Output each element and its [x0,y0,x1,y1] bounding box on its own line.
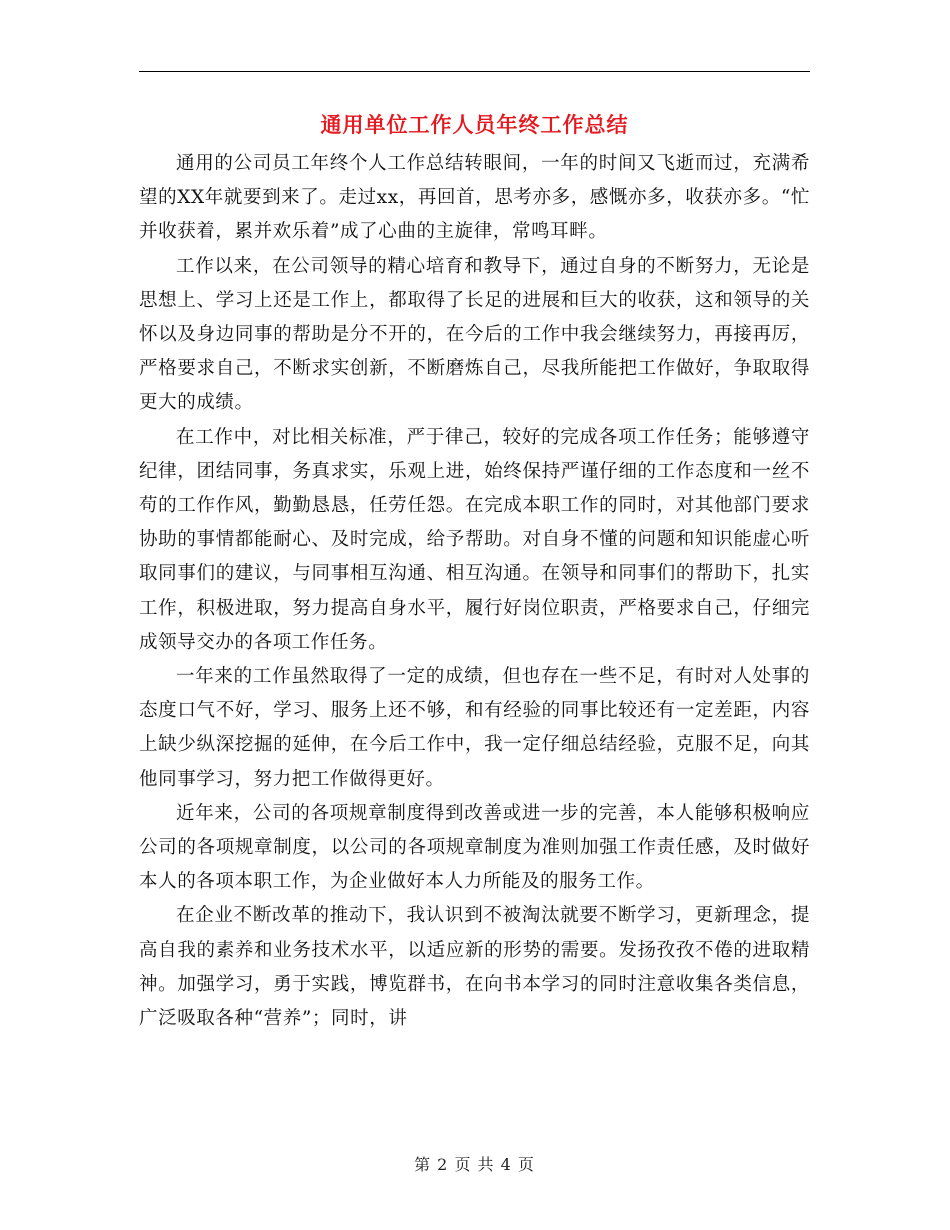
paragraph-6: 在企业不断改革的推动下，我认识到不被淘汰就要不断学习，更新理念，提高自我的素养和业务技术水平，以适应新的形势的需要。发扬孜孜不倦的进取精神。加强学习，勇于实践，博览群书，在向书本学习的同时注意收集各类信息，广泛吸取各种“营养”；同时，讲 [139,905,810,1030]
paragraph-3: 在工作中，对比相关标准，严于律己，较好的完成各项工作任务；能够遵守纪律，团结同事，务真求实，乐观上进，始终保持严谨仔细的工作态度和一丝不苟的工作作风，勤勤恳恳，任劳任怨。在完成本职工作的同时，对其他部门要求协助的事情都能耐心、及时完成，给予帮助。对自身不懂的问题和知识能虚心听取同事们的建议，与同事相互沟通、相互沟通。在领导和同事们的帮助下，扎实工作，积极进取，努力提高自身水平，履行好岗位职责，严格要求自己，仔细完成领导交办的各项工作任务。 [139,426,810,653]
paragraph-1: 通用的公司员工年终个人工作总结转眼间，一年的时间又飞逝而过，充满希望的XX年就要到来了。走过xx，再回首，思考亦多，感慨亦多，收获亦多。“忙并收获着，累并欢乐着”成了心曲的主旋律，常鸣耳畔。 [139,153,810,243]
paragraph-4: 一年来的工作虽然取得了一定的成绩，但也存在一些不足，有时对人处事的态度口气不好，学习、服务上还不够，和有经验的同事比较还有一定差距，内容上缺少纵深挖掘的延伸，在今后工作中，我一定仔细总结经验，克服不足，向其他同事学习，努力把工作做得更好。 [139,666,810,790]
paragraph-5: 近年来，公司的各项规章制度得到改善或进一步的完善，本人能够积极响应公司的各项规章制度，以公司的各项规章制度为准则加强工作责任感，及时做好本人的各项本职工作，为企业做好本人力所能及的服务工作。 [139,802,810,893]
document-title: 通用单位工作人员年终工作总结 [320,113,629,137]
page-footer: 第 2 页 共 4 页 [414,1155,535,1174]
header-rule [139,71,810,72]
document-body [139,147,810,1036]
paragraph-2: 工作以来，在公司领导的精心培育和教导下，通过自身的不断努力，无论是思想上、学习上还是工作上，都取得了长足的进展和巨大的收获，这和领导的关怀以及身边同事的帮助是分不开的，在今后的工作中我会继续努力，再接再厉，严格要求自己，不断求实创新，不断磨炼自己，尽我所能把工作做好，争取取得更大的成绩。 [139,255,810,414]
